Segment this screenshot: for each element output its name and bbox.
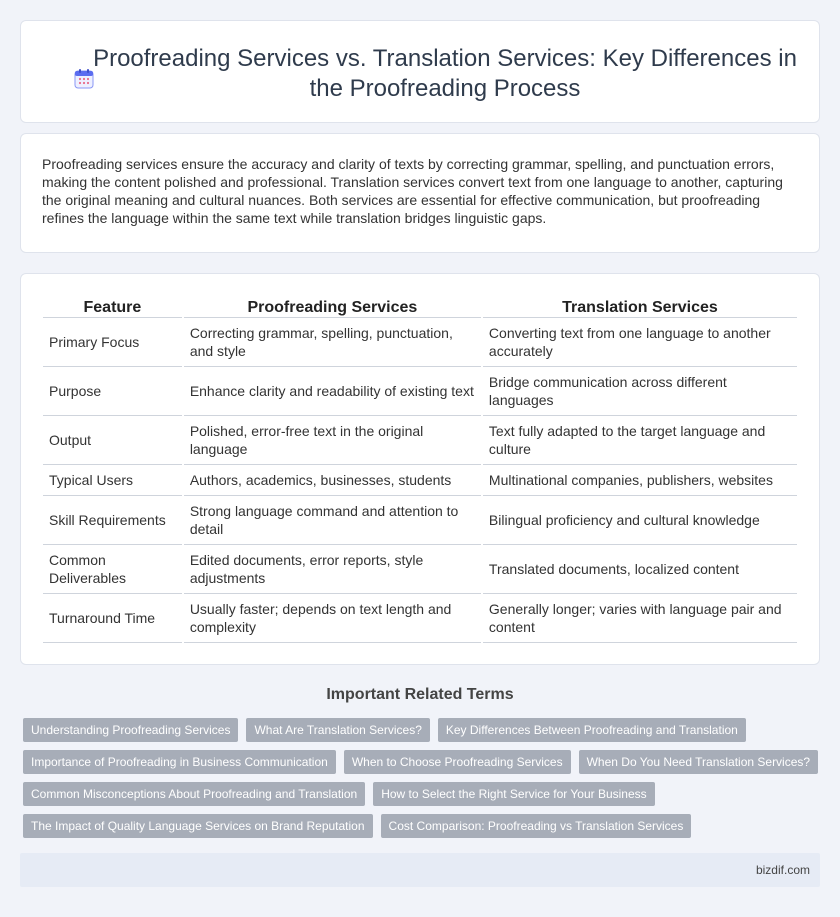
proofreading-cell: Edited documents, error reports, style adjustments — [184, 545, 481, 594]
feature-cell: Skill Requirements — [43, 496, 182, 545]
table-row — [43, 594, 797, 643]
proofreading-cell: Correcting grammar, spelling, punctuation, and style — [184, 318, 481, 367]
translation-cell: Bridge communication across different languages — [483, 367, 797, 416]
related-terms-list — [23, 718, 823, 838]
related-term-link[interactable]: When Do You Need Translation Services? — [579, 750, 818, 774]
related-term-link[interactable]: What Are Translation Services? — [246, 718, 429, 742]
table-row — [43, 367, 797, 416]
proofreading-cell: Authors, academics, businesses, students — [184, 465, 481, 496]
feature-cell: Turnaround Time — [43, 594, 182, 643]
related-term-link[interactable]: Cost Comparison: Proofreading vs Translation Services — [381, 814, 692, 838]
table-row — [43, 318, 797, 367]
translation-cell: Bilingual proficiency and cultural knowledge — [483, 496, 797, 545]
translation-cell: Multinational companies, publishers, websites — [483, 465, 797, 496]
table-row — [43, 496, 797, 545]
feature-cell: Common Deliverables — [43, 545, 182, 594]
related-term-link[interactable]: How to Select the Right Service for Your Business — [373, 782, 654, 806]
related-term-link[interactable]: When to Choose Proofreading Services — [344, 750, 571, 774]
related-terms-title: Important Related Terms — [326, 686, 514, 703]
feature-cell: Purpose — [43, 367, 182, 416]
footer-bar — [20, 853, 820, 887]
page-title: Proofreading Services vs. Translation Services: Key Differences in the Proofreading Process — [93, 45, 797, 102]
translation-cell: Generally longer; varies with language pair and content — [483, 594, 797, 643]
header-feature: Feature — [43, 296, 182, 318]
comparison-card — [20, 273, 820, 665]
feature-cell: Primary Focus — [43, 318, 182, 367]
table-row — [43, 416, 797, 465]
proofreading-cell: Usually faster; depends on text length and complexity — [184, 594, 481, 643]
proofreading-cell: Enhance clarity and readability of existing text — [184, 367, 481, 416]
related-term-link[interactable]: The Impact of Quality Language Services on Brand Reputation — [23, 814, 373, 838]
comparison-table — [41, 296, 799, 643]
title-card — [20, 20, 820, 123]
related-term-link[interactable]: Importance of Proofreading in Business Communication — [23, 750, 336, 774]
translation-cell: Text fully adapted to the target language and culture — [483, 416, 797, 465]
intro-paragraph: Proofreading services ensure the accuracy and clarity of texts by correcting grammar, spelling, and punctuation errors, making the content polished and professional. Translation services convert text from one language to another, capturing the original meaning and cultural nuances. Both services are essential for effective communication, but proofreading refines the language within the same text while translation bridges linguistic gaps. — [42, 156, 783, 226]
header-translation: Translation Services — [483, 296, 797, 318]
related-term-link[interactable]: Common Misconceptions About Proofreading and Translation — [23, 782, 365, 806]
related-term-link[interactable]: Key Differences Between Proofreading and Translation — [438, 718, 746, 742]
proofreading-cell: Polished, error-free text in the original language — [184, 416, 481, 465]
proofreading-cell: Strong language command and attention to detail — [184, 496, 481, 545]
site-name[interactable]: bizdif.com — [755, 863, 810, 877]
header-proofreading: Proofreading Services — [184, 296, 481, 318]
feature-cell: Output — [43, 416, 182, 465]
related-term-link[interactable]: Understanding Proofreading Services — [23, 718, 238, 742]
feature-cell: Typical Users — [43, 465, 182, 496]
table-header-row — [43, 296, 797, 318]
translation-cell: Translated documents, localized content — [483, 545, 797, 594]
intro-card — [20, 133, 820, 253]
table-row — [43, 545, 797, 594]
translation-cell: Converting text from one language to another accurately — [483, 318, 797, 367]
table-row — [43, 465, 797, 496]
